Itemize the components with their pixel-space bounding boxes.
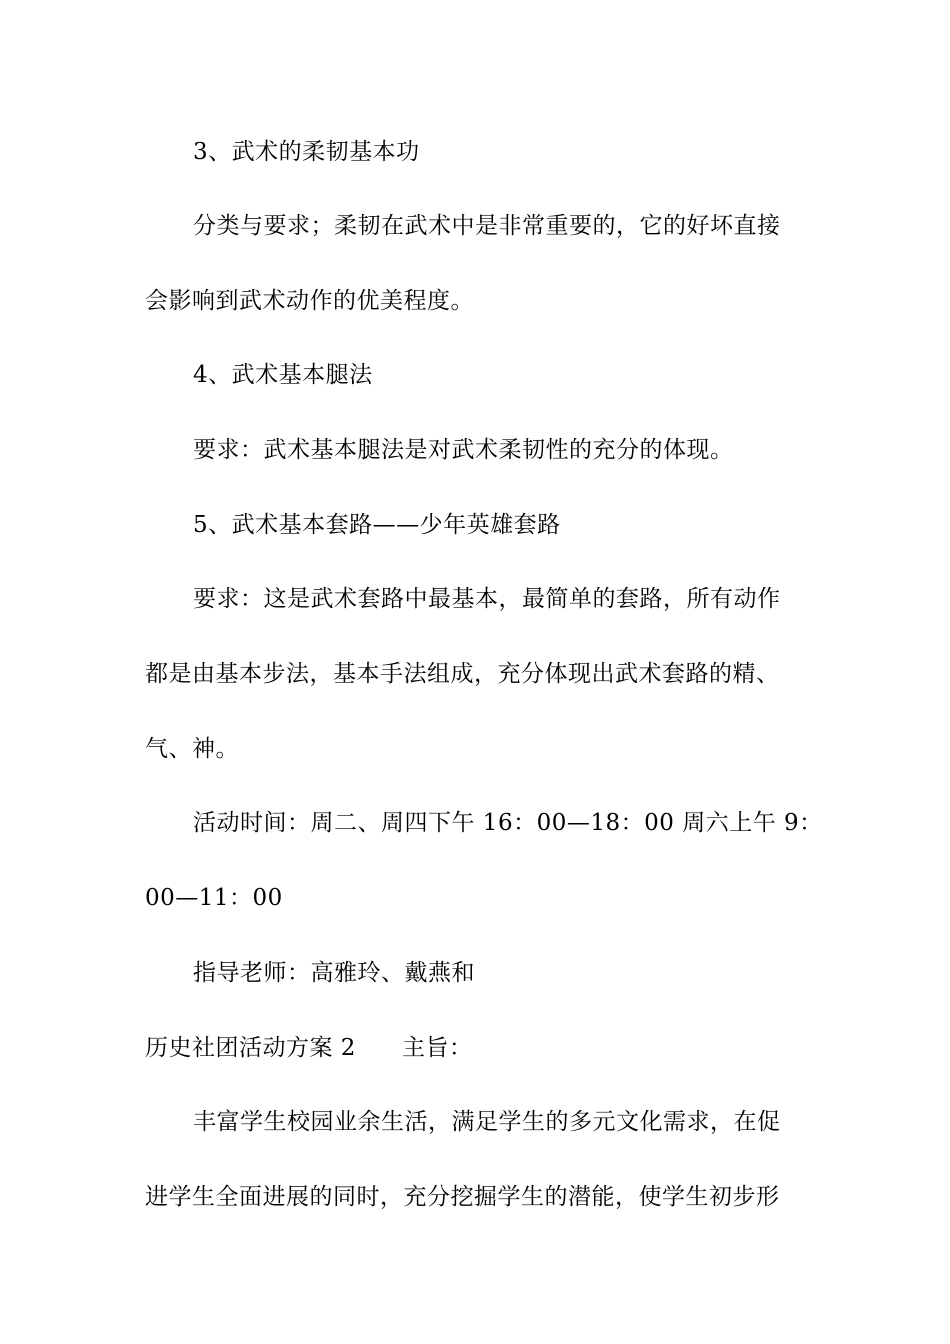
paragraph-line: 进学生全面进展的同时，充分挖掘学生的潜能，使学生初步形 bbox=[145, 1184, 780, 1210]
heading-routine: 5、武术基本套路——少年英雄套路 bbox=[193, 512, 561, 538]
section-heading bbox=[145, 1033, 810, 1063]
paragraph-line: 气、神。 bbox=[145, 736, 239, 762]
paragraph-line: 都是由基本步法，基本手法组成，充分体现出武术套路的精、 bbox=[145, 661, 780, 687]
instructors-line: 指导老师：高雅玲、戴燕和 bbox=[193, 960, 475, 986]
paragraph-line: 要求：武术基本腿法是对武术柔韧性的充分的体现。 bbox=[193, 437, 734, 463]
section-title: 历史社团活动方案 2 bbox=[145, 1035, 356, 1061]
paragraph-line: 丰富学生校园业余生活，满足学生的多元文化需求，在促 bbox=[193, 1109, 781, 1135]
paragraph-line: 会影响到武术动作的优美程度。 bbox=[145, 288, 474, 314]
activity-time-line: 00—11：00 bbox=[145, 885, 283, 911]
section-label: 主旨： bbox=[401, 1035, 473, 1061]
paragraph-line: 要求：这是武术套路中最基本，最简单的套路，所有动作 bbox=[193, 586, 781, 612]
heading-flexibility: 3、武术的柔韧基本功 bbox=[193, 139, 420, 165]
paragraph-line: 分类与要求；柔韧在武术中是非常重要的，它的好坏直接 bbox=[193, 213, 781, 239]
heading-leg-technique: 4、武术基本腿法 bbox=[193, 362, 373, 388]
activity-time-line: 活动时间：周二、周四下午 16：00—18：00 周六上午 9： bbox=[193, 810, 823, 836]
